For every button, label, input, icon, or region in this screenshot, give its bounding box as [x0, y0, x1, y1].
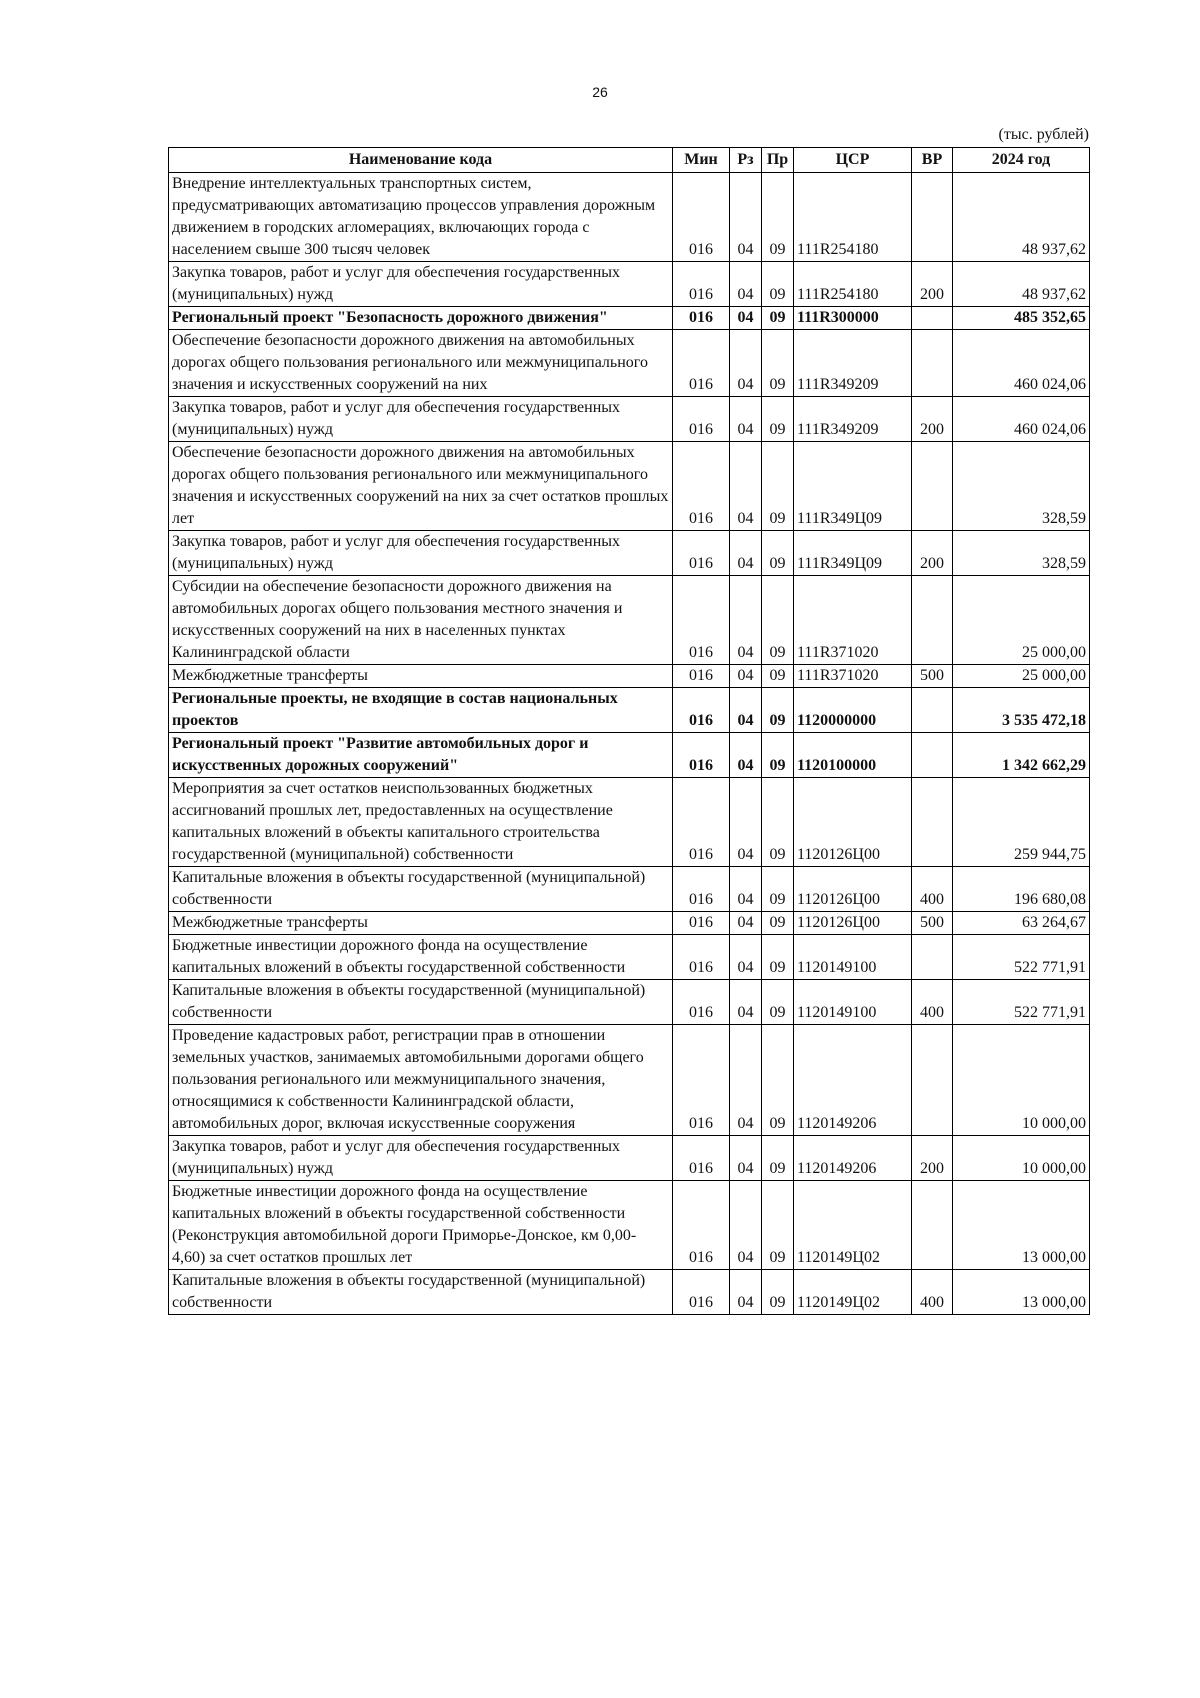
- row-name-cell: Закупка товаров, работ и услуг для обеспечения государственных (муниципальных) нужд: [169, 262, 673, 307]
- row-rz-cell: 04: [730, 173, 762, 262]
- row-csr-cell: 1120149100: [794, 935, 912, 980]
- row-name-cell: Внедрение интеллектуальных транспортных систем, предусматривающих автоматизацию процессов управления дорожным движением в городских агломерациях, включающих города с населением свыше 300 тысяч человек: [169, 173, 673, 262]
- row-name-cell: Проведение кадастровых работ, регистрации прав в отношении земельных участков, занимаемых автомобильными дорогами общего пользования регионального или межмуниципального значения, относящимися к собственности Калининградской области, автомобильных дорог, включая искусственные сооружения: [169, 1025, 673, 1136]
- row-csr-cell: 111R254180: [794, 173, 912, 262]
- table-row: [169, 778, 1090, 867]
- row-rz-cell: 04: [730, 665, 762, 688]
- row-min-cell: 016: [673, 980, 730, 1025]
- row-pr-cell: 09: [762, 1136, 794, 1181]
- row-amount-cell: 460 024,06: [953, 397, 1090, 442]
- header-vr: ВР: [912, 148, 953, 173]
- row-min-cell: 016: [673, 330, 730, 397]
- row-pr-cell: 09: [762, 1181, 794, 1270]
- row-amount-cell: 485 352,65: [953, 307, 1090, 330]
- row-min-cell: 016: [673, 1181, 730, 1270]
- table-row: [169, 173, 1090, 262]
- table-row: [169, 576, 1090, 665]
- row-csr-cell: 1120149Ц02: [794, 1270, 912, 1315]
- row-min-cell: 016: [673, 867, 730, 912]
- table-row: [169, 531, 1090, 576]
- header-rz: Рз: [730, 148, 762, 173]
- table-row: [169, 665, 1090, 688]
- row-csr-cell: 111R349Ц09: [794, 531, 912, 576]
- row-rz-cell: 04: [730, 912, 762, 935]
- header-name: Наименование кода: [169, 148, 673, 173]
- row-pr-cell: 09: [762, 576, 794, 665]
- row-name-cell: Региональный проект "Развитие автомобильных дорог и искусственных дорожных сооружений": [169, 733, 673, 778]
- row-min-cell: 016: [673, 307, 730, 330]
- row-csr-cell: 1120126Ц00: [794, 912, 912, 935]
- row-amount-cell: 48 937,62: [953, 173, 1090, 262]
- row-vr-cell: [912, 330, 953, 397]
- row-name-cell: Обеспечение безопасности дорожного движения на автомобильных дорогах общего пользования регионального или межмуниципального значения и искусственных сооружений на них за счет остатков прошлых лет: [169, 442, 673, 531]
- row-vr-cell: 200: [912, 262, 953, 307]
- table-body: [169, 173, 1090, 1315]
- row-pr-cell: 09: [762, 531, 794, 576]
- row-vr-cell: [912, 576, 953, 665]
- row-name-cell: Капитальные вложения в объекты государственной (муниципальной) собственности: [169, 867, 673, 912]
- row-min-cell: 016: [673, 665, 730, 688]
- row-csr-cell: 111R371020: [794, 576, 912, 665]
- row-csr-cell: 1120149206: [794, 1136, 912, 1181]
- row-vr-cell: 500: [912, 912, 953, 935]
- table-row: [169, 262, 1090, 307]
- row-rz-cell: 04: [730, 1025, 762, 1136]
- row-name-cell: Бюджетные инвестиции дорожного фонда на осуществление капитальных вложений в объекты государственной собственности (Реконструкция автомобильной дороги Приморье-Донское, км 0,00-4,60) за счет остатков прошлых лет: [169, 1181, 673, 1270]
- table-row: [169, 688, 1090, 733]
- row-pr-cell: 09: [762, 867, 794, 912]
- row-rz-cell: 04: [730, 576, 762, 665]
- row-min-cell: 016: [673, 778, 730, 867]
- row-amount-cell: 460 024,06: [953, 330, 1090, 397]
- row-vr-cell: [912, 688, 953, 733]
- row-amount-cell: 259 944,75: [953, 778, 1090, 867]
- row-csr-cell: 111R349209: [794, 397, 912, 442]
- row-csr-cell: 1120126Ц00: [794, 867, 912, 912]
- row-rz-cell: 04: [730, 307, 762, 330]
- row-pr-cell: 09: [762, 688, 794, 733]
- header-min: Мин: [673, 148, 730, 173]
- row-vr-cell: 400: [912, 1270, 953, 1315]
- row-csr-cell: 1120100000: [794, 733, 912, 778]
- row-name-cell: Обеспечение безопасности дорожного движения на автомобильных дорогах общего пользования регионального или межмуниципального значения и искусственных сооружений на них: [169, 330, 673, 397]
- row-amount-cell: 48 937,62: [953, 262, 1090, 307]
- row-pr-cell: 09: [762, 330, 794, 397]
- row-rz-cell: 04: [730, 531, 762, 576]
- row-pr-cell: 09: [762, 778, 794, 867]
- table-row: [169, 1136, 1090, 1181]
- row-rz-cell: 04: [730, 1181, 762, 1270]
- row-min-cell: 016: [673, 1025, 730, 1136]
- row-vr-cell: 200: [912, 531, 953, 576]
- row-name-cell: Субсидии на обеспечение безопасности дорожного движения на автомобильных дорогах общего пользования местного значения и искусственных сооружений на них в населенных пунктах Калининградской области: [169, 576, 673, 665]
- row-csr-cell: 1120149Ц02: [794, 1181, 912, 1270]
- table-row: [169, 307, 1090, 330]
- row-vr-cell: [912, 307, 953, 330]
- row-amount-cell: 1 342 662,29: [953, 733, 1090, 778]
- row-name-cell: Закупка товаров, работ и услуг для обеспечения государственных (муниципальных) нужд: [169, 397, 673, 442]
- table-row: [169, 980, 1090, 1025]
- row-name-cell: Закупка товаров, работ и услуг для обеспечения государственных (муниципальных) нужд: [169, 531, 673, 576]
- header-pr: Пр: [762, 148, 794, 173]
- header-year: 2024 год: [953, 148, 1090, 173]
- table-header-row: [169, 148, 1090, 173]
- row-csr-cell: 1120126Ц00: [794, 778, 912, 867]
- row-amount-cell: 10 000,00: [953, 1025, 1090, 1136]
- row-csr-cell: 1120149206: [794, 1025, 912, 1136]
- row-rz-cell: 04: [730, 935, 762, 980]
- row-name-cell: Капитальные вложения в объекты государственной (муниципальной) собственности: [169, 1270, 673, 1315]
- row-amount-cell: 25 000,00: [953, 665, 1090, 688]
- row-vr-cell: 500: [912, 665, 953, 688]
- row-pr-cell: 09: [762, 1025, 794, 1136]
- row-name-cell: Межбюджетные трансферты: [169, 665, 673, 688]
- table-row: [169, 1181, 1090, 1270]
- row-amount-cell: 522 771,91: [953, 935, 1090, 980]
- row-amount-cell: 328,59: [953, 442, 1090, 531]
- row-pr-cell: 09: [762, 173, 794, 262]
- row-csr-cell: 1120149100: [794, 980, 912, 1025]
- row-amount-cell: 13 000,00: [953, 1181, 1090, 1270]
- row-vr-cell: [912, 778, 953, 867]
- row-pr-cell: 09: [762, 262, 794, 307]
- row-rz-cell: 04: [730, 778, 762, 867]
- row-csr-cell: 111R371020: [794, 665, 912, 688]
- row-amount-cell: 63 264,67: [953, 912, 1090, 935]
- row-csr-cell: 111R254180: [794, 262, 912, 307]
- row-vr-cell: [912, 733, 953, 778]
- row-amount-cell: 196 680,08: [953, 867, 1090, 912]
- row-amount-cell: 328,59: [953, 531, 1090, 576]
- row-rz-cell: 04: [730, 980, 762, 1025]
- budget-table: [168, 147, 1090, 1315]
- row-rz-cell: 04: [730, 733, 762, 778]
- row-min-cell: 016: [673, 173, 730, 262]
- row-min-cell: 016: [673, 397, 730, 442]
- row-pr-cell: 09: [762, 397, 794, 442]
- row-vr-cell: 400: [912, 867, 953, 912]
- row-vr-cell: [912, 935, 953, 980]
- row-csr-cell: 1120000000: [794, 688, 912, 733]
- row-min-cell: 016: [673, 1136, 730, 1181]
- row-rz-cell: 04: [730, 1136, 762, 1181]
- row-name-cell: Бюджетные инвестиции дорожного фонда на осуществление капитальных вложений в объекты государственной собственности: [169, 935, 673, 980]
- row-min-cell: 016: [673, 912, 730, 935]
- row-vr-cell: [912, 442, 953, 531]
- row-csr-cell: 111R300000: [794, 307, 912, 330]
- row-csr-cell: 111R349Ц09: [794, 442, 912, 531]
- row-pr-cell: 09: [762, 307, 794, 330]
- row-min-cell: 016: [673, 1270, 730, 1315]
- row-rz-cell: 04: [730, 688, 762, 733]
- units-label: (тыс. рублей): [998, 126, 1089, 143]
- row-min-cell: 016: [673, 688, 730, 733]
- row-name-cell: Региональные проекты, не входящие в состав национальных проектов: [169, 688, 673, 733]
- row-min-cell: 016: [673, 935, 730, 980]
- row-pr-cell: 09: [762, 1270, 794, 1315]
- table-row: [169, 330, 1090, 397]
- row-vr-cell: [912, 1025, 953, 1136]
- table-row: [169, 442, 1090, 531]
- row-pr-cell: 09: [762, 935, 794, 980]
- row-name-cell: Капитальные вложения в объекты государственной (муниципальной) собственности: [169, 980, 673, 1025]
- table-row: [169, 733, 1090, 778]
- row-min-cell: 016: [673, 442, 730, 531]
- table-row: [169, 1025, 1090, 1136]
- row-pr-cell: 09: [762, 665, 794, 688]
- page-number: 26: [592, 84, 608, 100]
- row-rz-cell: 04: [730, 330, 762, 397]
- row-rz-cell: 04: [730, 262, 762, 307]
- row-amount-cell: 3 535 472,18: [953, 688, 1090, 733]
- row-amount-cell: 25 000,00: [953, 576, 1090, 665]
- table-row: [169, 935, 1090, 980]
- table-row: [169, 867, 1090, 912]
- row-rz-cell: 04: [730, 442, 762, 531]
- row-min-cell: 016: [673, 531, 730, 576]
- row-pr-cell: 09: [762, 912, 794, 935]
- row-min-cell: 016: [673, 262, 730, 307]
- row-rz-cell: 04: [730, 867, 762, 912]
- row-pr-cell: 09: [762, 980, 794, 1025]
- table-row: [169, 912, 1090, 935]
- row-csr-cell: 111R349209: [794, 330, 912, 397]
- row-name-cell: Мероприятия за счет остатков неиспользованных бюджетных ассигнований прошлых лет, предоставленных на осуществление капитальных вложений в объекты капитального строительства государственной (муниципальной) собственности: [169, 778, 673, 867]
- row-name-cell: Закупка товаров, работ и услуг для обеспечения государственных (муниципальных) нужд: [169, 1136, 673, 1181]
- row-min-cell: 016: [673, 733, 730, 778]
- row-rz-cell: 04: [730, 1270, 762, 1315]
- row-vr-cell: [912, 1181, 953, 1270]
- row-pr-cell: 09: [762, 733, 794, 778]
- row-amount-cell: 13 000,00: [953, 1270, 1090, 1315]
- row-rz-cell: 04: [730, 397, 762, 442]
- row-min-cell: 016: [673, 576, 730, 665]
- row-vr-cell: 200: [912, 397, 953, 442]
- row-amount-cell: 10 000,00: [953, 1136, 1090, 1181]
- table-row: [169, 1270, 1090, 1315]
- row-pr-cell: 09: [762, 442, 794, 531]
- row-vr-cell: [912, 173, 953, 262]
- row-name-cell: Межбюджетные трансферты: [169, 912, 673, 935]
- row-vr-cell: 200: [912, 1136, 953, 1181]
- header-csr: ЦСР: [794, 148, 912, 173]
- row-vr-cell: 400: [912, 980, 953, 1025]
- table-row: [169, 397, 1090, 442]
- row-amount-cell: 522 771,91: [953, 980, 1090, 1025]
- row-name-cell: Региональный проект "Безопасность дорожного движения": [169, 307, 673, 330]
